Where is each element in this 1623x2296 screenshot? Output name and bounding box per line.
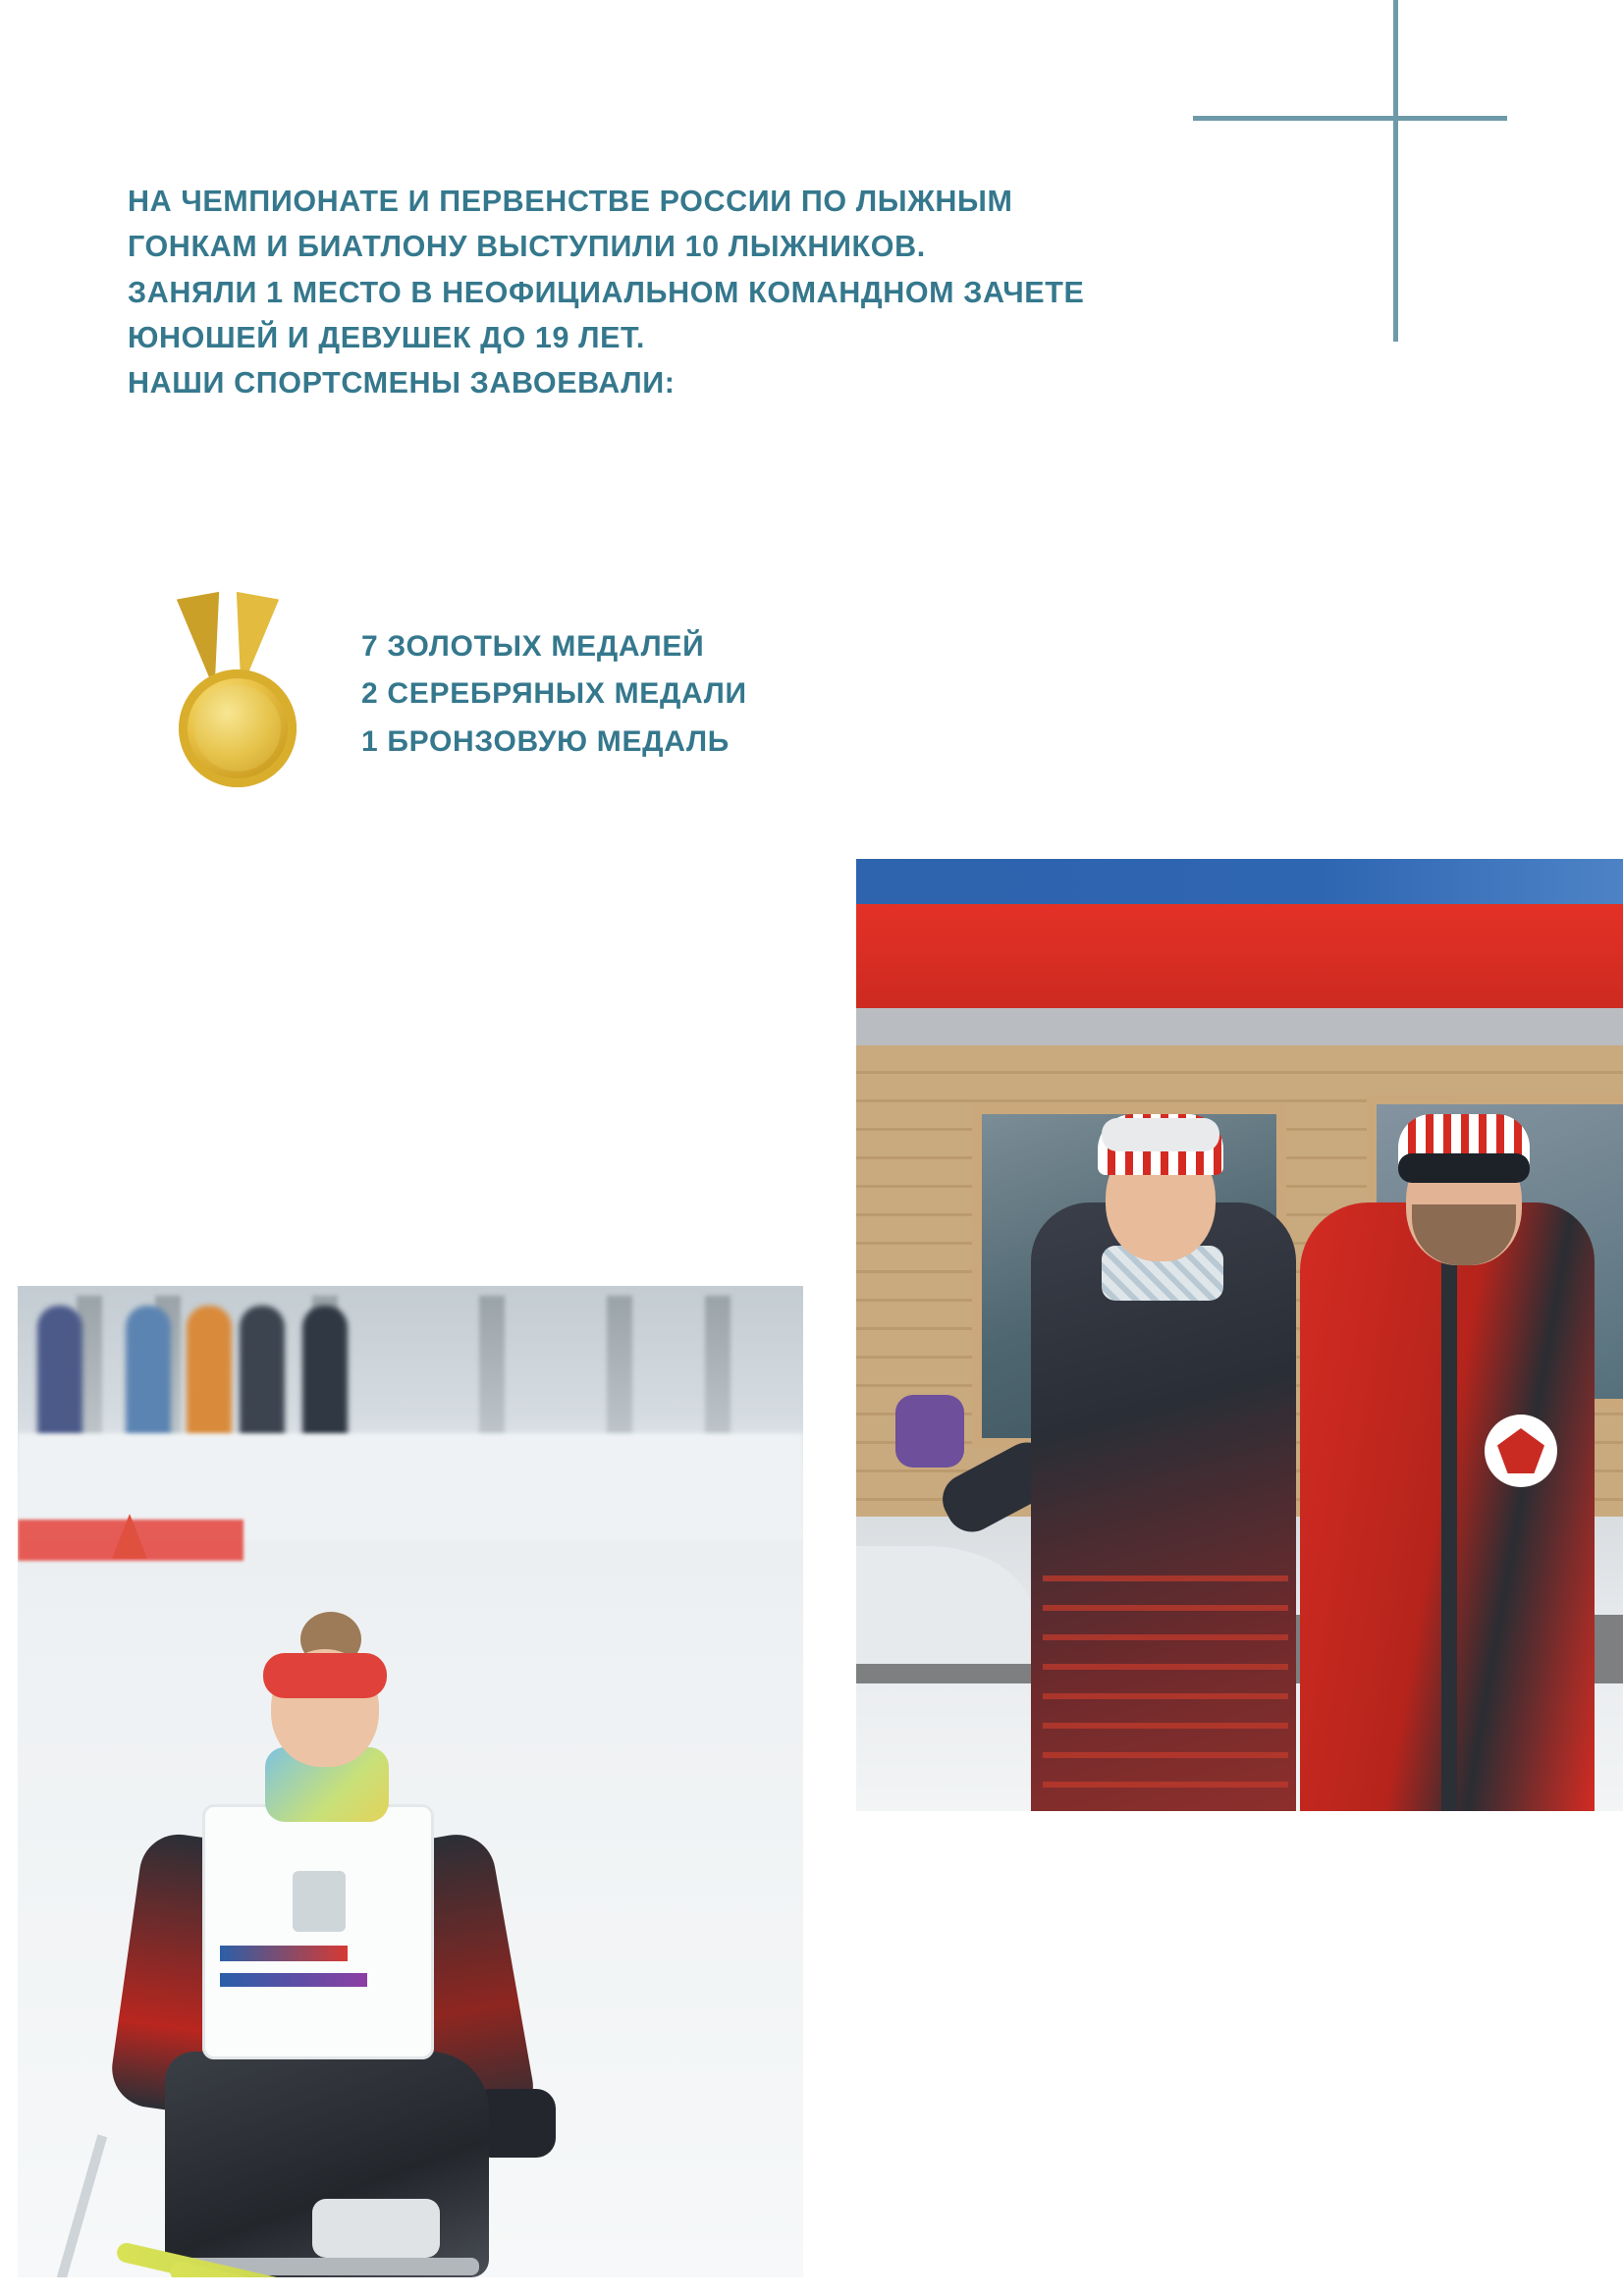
athlete2-jacket-zip [1441, 1261, 1457, 1811]
medal-count-bronze: 1 БРОНЗОВУЮ МЕДАЛЬ [361, 724, 730, 758]
headline-line-1: НА ЧЕМПИОНАТЕ И ПЕРВЕНСТВЕ РОССИИ ПО ЛЫЖНЫМ [128, 185, 1013, 218]
athlete1-suit-pattern [1043, 1575, 1288, 1811]
spectator [126, 1306, 171, 1453]
headline-line-5: НАШИ СПОРТСМЕНЫ ЗАВОЕВАЛИ: [128, 366, 676, 400]
photo-two-athletes-celebrating [856, 859, 1623, 1811]
spectator [187, 1306, 232, 1453]
athlete2-club-emblem [1485, 1415, 1557, 1487]
race-bib-emblem [293, 1871, 346, 1932]
athlete2-sunglasses [1398, 1153, 1530, 1183]
medals-list [361, 623, 747, 767]
headline-line-3: ЗАНЯЛИ 1 МЕСТО В НЕОФИЦИАЛЬНОМ КОМАНДНОМ ЗАЧЕТЕ [128, 275, 1085, 309]
athlete1-goggles [1102, 1118, 1219, 1151]
race-bib-sponsor-stripe-2 [220, 1973, 367, 1987]
building-red-band [856, 904, 1623, 1008]
spectator [37, 1306, 82, 1453]
gold-medal-icon [157, 589, 314, 800]
ski-pole-left [18, 2134, 107, 2277]
headline-block [128, 179, 1483, 406]
athlete-headband [263, 1653, 387, 1698]
sit-ski-seat-pad [312, 2199, 440, 2258]
race-bib-sponsor-stripe [220, 1946, 348, 1961]
race-bib [202, 1804, 434, 2059]
building-grey-band [856, 1008, 1623, 1045]
headline-line-4: ЮНОШЕЙ И ДЕВУШЕК ДО 19 ЛЕТ. [128, 321, 645, 355]
medal-disc [179, 669, 297, 787]
spectator [240, 1306, 285, 1453]
athlete1-glove [895, 1395, 964, 1468]
cross-horizontal-bar [1193, 116, 1507, 121]
medal-count-gold: 7 ЗОЛОТЫХ МЕДАЛЕЙ [361, 629, 705, 663]
photo-sitski-athlete [18, 1286, 803, 2277]
spectator [302, 1306, 348, 1453]
medal-count-silver: 2 СЕРЕБРЯНЫХ МЕДАЛИ [361, 677, 747, 711]
medals-block [157, 589, 747, 800]
headline-line-2: ГОНКАМ И БИАТЛОНУ ВЫСТУПИЛИ 10 ЛЫЖНИКОВ. [128, 230, 926, 264]
